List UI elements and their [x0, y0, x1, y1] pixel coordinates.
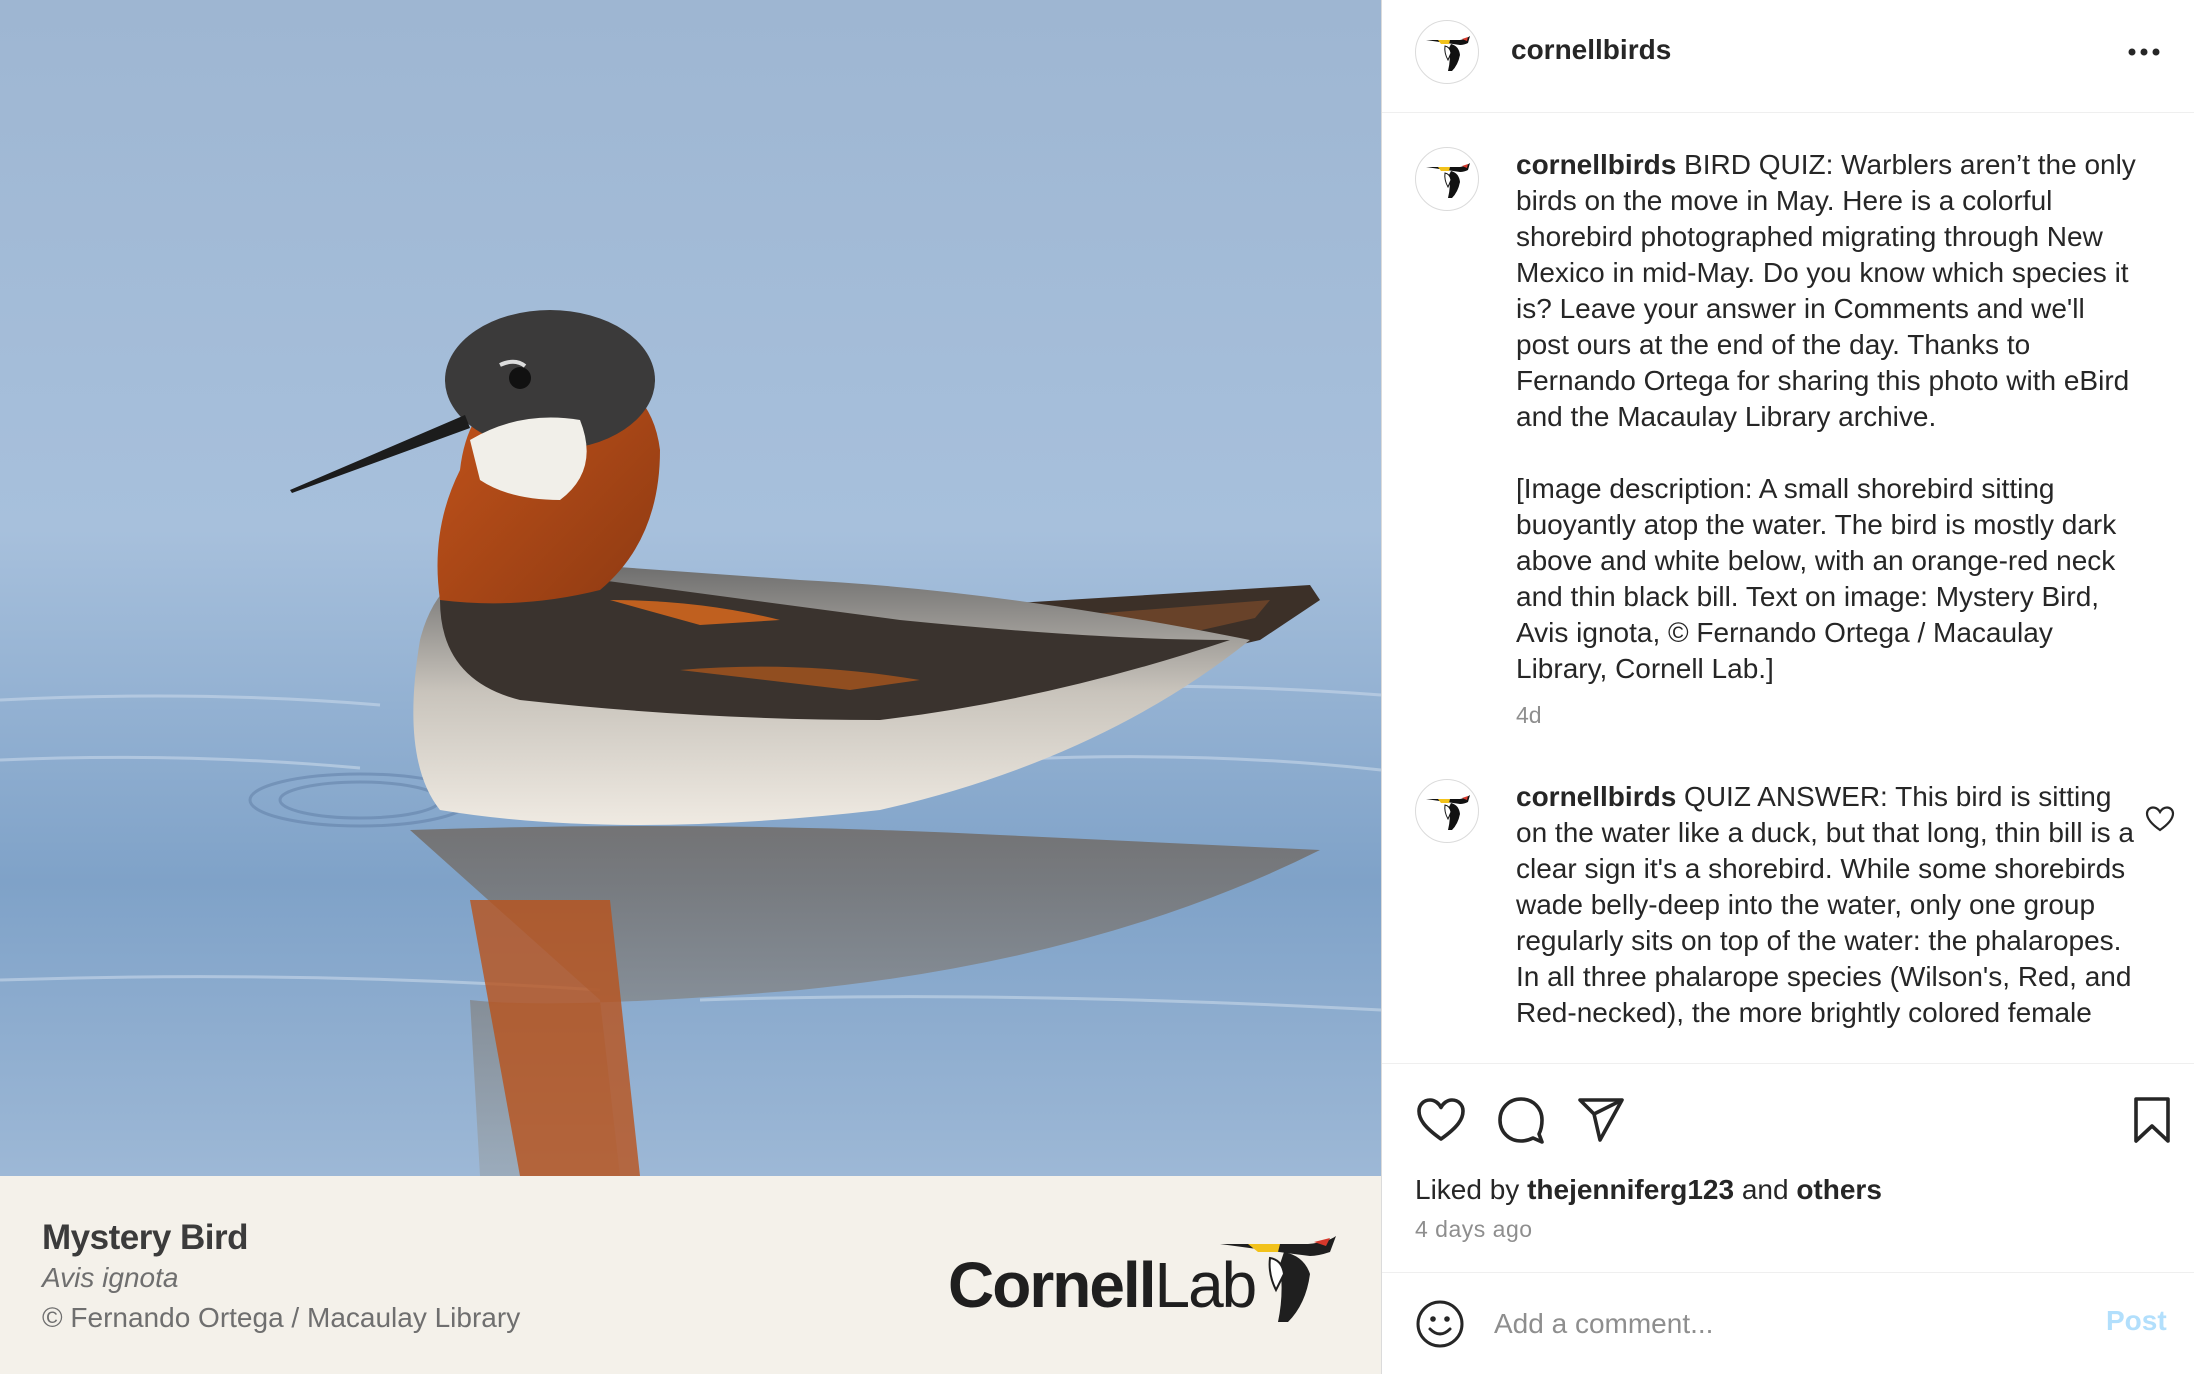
- share-icon[interactable]: [1575, 1094, 1627, 1146]
- add-comment-bar: [1382, 1272, 2194, 1374]
- post-actions: [1382, 1063, 2194, 1272]
- add-comment-input[interactable]: [1494, 1297, 2054, 1351]
- comment-username[interactable]: cornellbirds: [1516, 781, 1677, 812]
- bookmark-icon[interactable]: [2126, 1094, 2178, 1146]
- comment-timestamp[interactable]: 4d: [1516, 702, 1542, 728]
- liked-by-user[interactable]: thejenniferg123: [1527, 1174, 1735, 1205]
- comment-username[interactable]: cornellbirds: [1516, 149, 1677, 180]
- cornell-lab-logo: [948, 1234, 1338, 1334]
- comment-icon[interactable]: [1495, 1094, 1547, 1146]
- post-panel: [1381, 0, 2194, 1374]
- comment-like-heart-icon[interactable]: [2145, 805, 2175, 833]
- caption-title: Mystery Bird: [42, 1218, 249, 1257]
- liked-by-others[interactable]: others: [1796, 1174, 1882, 1205]
- logo-text-bold: Cornell: [948, 1249, 1155, 1321]
- comment-text: QUIZ ANSWER: This bird is sitting on the water like a duck, but that long, thin bill is a clear sign it's a shorebird. While some shorebirds wade belly-deep into the water, only one group regularly sits on top of the water: the phalaropes. In all three phalarope species (Wilson's, Red, and Red-necked), the more brightly colored female: [1516, 781, 2134, 1028]
- avatar[interactable]: [1415, 779, 1479, 843]
- image-description-text: [Image description: A small shorebird sitting buoyantly atop the water. The bird is mostly dark above and white below, with an orange-red neck and thin black bill. Text on image: Mystery Bird, Avis ignota, © Fernando Ortega / Macaulay Library, Cornell Lab.]: [1516, 473, 2117, 684]
- caption-scientific-name: Avis ignota: [42, 1262, 179, 1293]
- image-caption-strip: [0, 1176, 1381, 1374]
- comment-text: BIRD QUIZ: Warblers aren’t the only birds on the move in May. Here is a colorful shorebird photographed migrating through New Mexico in mid-May. Do you know which species it is? Leave your answer in Comments and we'll post ours at the end of the day. Thanks to Fernando Ortega for sharing this photo with eBird and the Macaulay Library archive.: [1516, 149, 2136, 432]
- comments-list[interactable]: [1382, 113, 2194, 1063]
- comment-body: [1516, 147, 2136, 733]
- post-header: [1382, 0, 2194, 113]
- logo-text-light: Lab: [1154, 1249, 1256, 1321]
- cornell-bird-icon: [1426, 162, 1470, 198]
- cornell-bird-icon: [1426, 794, 1470, 830]
- header-username[interactable]: cornellbirds: [1511, 34, 1672, 65]
- heart-icon[interactable]: [1415, 1094, 1467, 1146]
- comment-body: [1516, 779, 2136, 1031]
- caption-credit: © Fernando Ortega / Macaulay Library: [42, 1302, 521, 1333]
- avatar[interactable]: [1415, 147, 1479, 211]
- post-button[interactable]: Post: [2106, 1305, 2167, 1336]
- cornell-bird-icon: [1218, 1234, 1338, 1324]
- cornell-bird-icon: [1426, 35, 1470, 71]
- post-time-ago[interactable]: 4 days ago: [1415, 1216, 1533, 1242]
- liked-by: Liked by thejenniferg123 and others: [1415, 1174, 1882, 1205]
- emoji-icon[interactable]: [1415, 1299, 1465, 1349]
- more-horizontal-icon[interactable]: [2124, 40, 2164, 64]
- avatar[interactable]: [1415, 20, 1479, 84]
